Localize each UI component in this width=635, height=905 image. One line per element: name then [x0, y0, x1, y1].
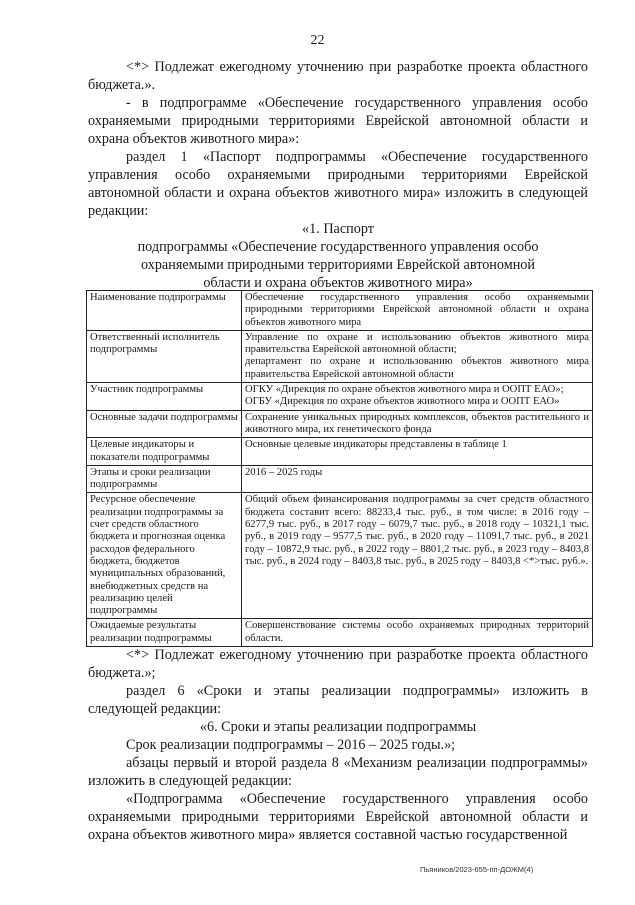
- section6-text: Срок реализации подпрограммы – 2016 – 2025 годы.»;: [126, 737, 456, 753]
- document-footer: Пьяников/2023-655-пп-ДОЖМ(4): [420, 865, 534, 874]
- row-label: Ответственный исполнитель подпрограммы: [87, 330, 242, 382]
- section6-title: «6. Сроки и этапы реализации подпрограммы: [199, 719, 477, 735]
- row-value: Общий объем финансирования подпрограммы за счет средств областного бюджета составит всего: 88233,4 тыс. руб., в том числе: в 2016 году – 6277,9 тыс. руб., в 2017 году – 6079,7 тыс. руб., в 2018 году – 10321,1 тыс. руб., в 2019 году – 9577,5 тыс. руб., в 2020 году – 11091,7 тыс. руб., в 2021 году – 10872,9 тыс. руб., в 2022 году – 8801,2 тыс. руб., в 2023 году – 8403,8 тыс. руб., в 2024 году – 8403,8 тыс. руб., в 2025 году – 8403,8 <*>тыс. руб.».: [242, 493, 593, 619]
- intro-footnote: <*> Подлежат ежегодному уточнению при разработке проекта областного бюджета.».: [88, 59, 588, 93]
- row-label: Наименование подпрограммы: [87, 291, 242, 331]
- row-value: Управление по охране и использованию объектов животного мира правительства Еврейской автономной области; департамент по охране и использованию объектов животного мира правительства Еврейской автономной области: [242, 330, 593, 382]
- intro-block: [88, 58, 588, 292]
- amend-text: - в подпрограмме «Обеспечение государственного управления особо охраняемыми природными территориями Еврейской автономной области и охрана объектов животного мира»:: [88, 95, 588, 147]
- row-value: 2016 – 2025 годы: [242, 465, 593, 493]
- row-value: ОГКУ «Дирекция по охране объектов животного мира и ООПТ ЕАО»; ОГБУ «Дирекция по охране объектов животного мира и ООПТ ЕАО»: [242, 383, 593, 411]
- after-footnote: <*> Подлежат ежегодному уточнению при разработке проекта областного бюджета.»;: [88, 647, 588, 681]
- row-label: Участник подпрограммы: [87, 383, 242, 411]
- table-row: [87, 493, 593, 619]
- row-value: Обеспечение государственного управления особо охраняемыми природными территориями Еврейской автономной области и охрана объектов животного мира: [242, 291, 593, 331]
- passport-title-line2: подпрограммы «Обеспечение государственного управления особо охраняемыми природными территориями Еврейской автономной области и охрана объектов животного мира»: [137, 239, 539, 291]
- row-value: Совершенствование системы особо охраняемых природных территорий области.: [242, 619, 593, 647]
- section8-instruction: абзацы первый и второй раздела 8 «Механизм реализации подпрограммы» изложить в следующей редакции:: [88, 755, 588, 789]
- row-value: Сохранение уникальных природных комплексов, объектов растительного и животного мира, их генетического фонда: [242, 410, 593, 438]
- table-row: [87, 330, 593, 382]
- table-row: [87, 438, 593, 466]
- table-row: [87, 291, 593, 331]
- row-label: Этапы и сроки реализации подпрограммы: [87, 465, 242, 493]
- row-label: Ресурсное обеспечение реализации подпрограммы за счет средств областного бюджета и прогнозная оценка расходов федерального бюджета, бюджетов муниципальных образований, внебюджетных средств на реализацию целей подпрограммы: [87, 493, 242, 619]
- after-block: [88, 646, 588, 844]
- table-row: [87, 383, 593, 411]
- row-label: Ожидаемые результаты реализации подпрограммы: [87, 619, 242, 647]
- passport-table: [86, 290, 593, 647]
- table-row: [87, 619, 593, 647]
- row-label: Целевые индикаторы и показатели подпрограммы: [87, 438, 242, 466]
- section6-instruction: раздел 6 «Сроки и этапы реализации подпрограммы» изложить в следующей редакции:: [88, 683, 588, 717]
- passport-title-line1: «1. Паспорт: [302, 221, 374, 237]
- row-value: Основные целевые индикаторы представлены в таблице 1: [242, 438, 593, 466]
- table-row: [87, 410, 593, 438]
- table-row: [87, 465, 593, 493]
- page-number: 22: [310, 33, 325, 48]
- section1-instruction: раздел 1 «Паспорт подпрограммы «Обеспечение государственного управления особо охраняемыми природными территориями Еврейской автономной области и охрана объектов животного мира» изложить в следующей редакции:: [88, 149, 588, 219]
- row-label: Основные задачи подпрограммы: [87, 410, 242, 438]
- section8-text: «Подпрограмма «Обеспечение государственного управления особо охраняемыми природными территориями Еврейской автономной области и охрана объектов животного мира» является составной частью государственной: [88, 791, 588, 843]
